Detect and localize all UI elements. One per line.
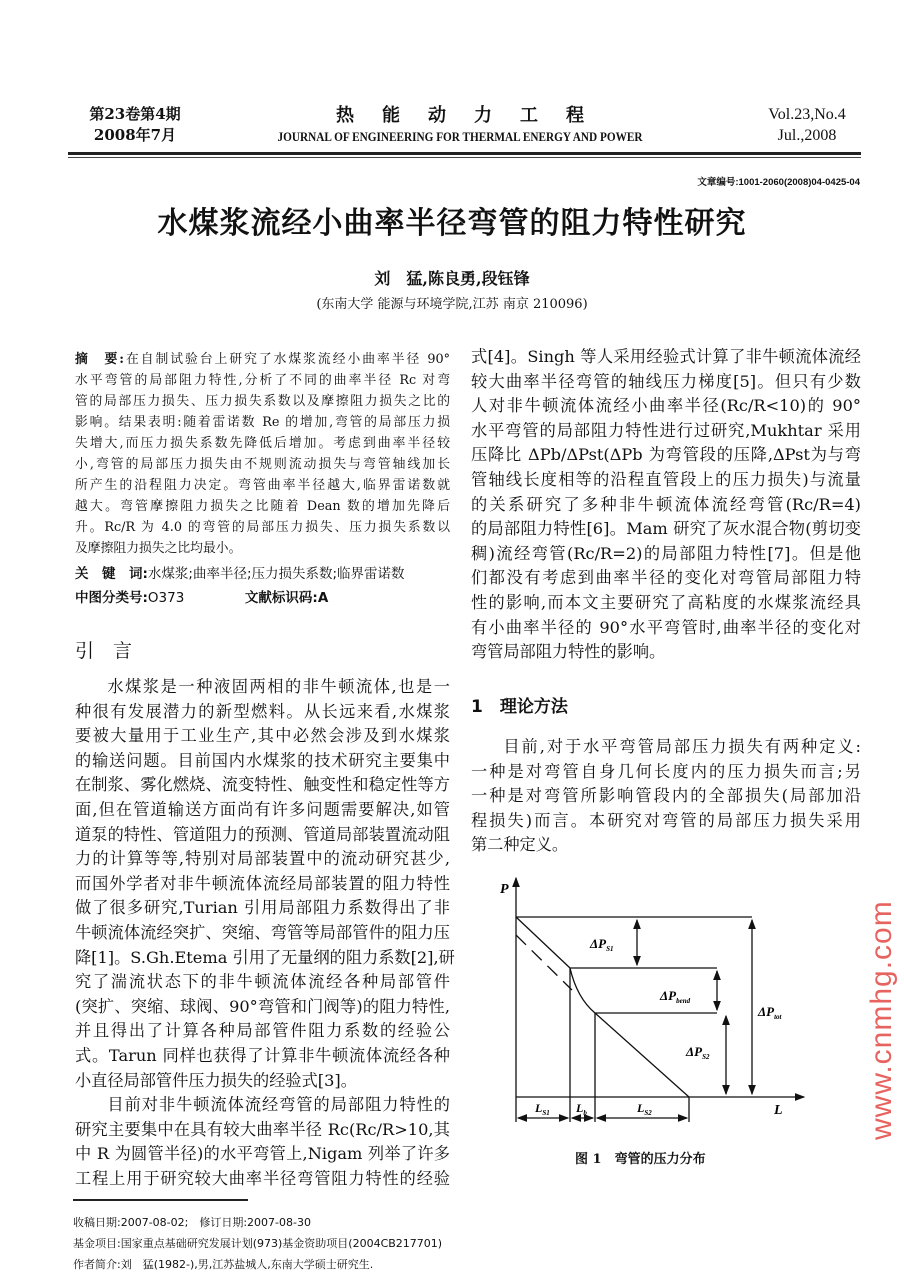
text-line: 式。Tarun 同样也获得了计算非牛顿流体流经各种	[75, 1045, 450, 1065]
footnote-received: 收稿日期:2007-08-02; 修订日期:2007-08-30	[73, 1216, 311, 1229]
footnote-author-bio: 作者简介:刘 猛(1982-),男,江苏盐城人,东南大学硕士研究生.	[73, 1258, 374, 1271]
text-line: 道泵的特性、管道阻力的预测、管道局部装置流动阻	[75, 824, 450, 844]
text-line: 目前,对于水平弯管局部压力损失有两种定义:	[503, 737, 861, 756]
keywords-value: 水煤浆;曲率半径;压力损失系数;临界雷诺数	[147, 566, 405, 582]
journal-name-cn: 热能动力工程	[336, 105, 612, 126]
text-line: 牛顿流体流经突扩、突缩、弯管等局部管件的阻力压	[75, 922, 450, 942]
figure-1-pressure-distribution	[490, 870, 820, 1140]
doc-code-value: A	[317, 590, 329, 606]
volume-en: Vol.23,No.4	[768, 106, 846, 123]
classification	[75, 587, 455, 609]
text-line: 压降比 ΔPb/ΔPst(ΔPb 为弯管段的压降,ΔPst为与弯	[471, 445, 861, 465]
journal-issue-en	[752, 104, 862, 146]
l-s2-label: $L_{S2}$	[637, 1101, 652, 1117]
header-rule	[68, 152, 861, 155]
authors: 刘 猛,陈良勇,段钰锋	[374, 269, 530, 288]
text-line: 较大曲率半径弯管的轴线压力梯度[5]。但只有少数	[471, 371, 861, 391]
text-line: 工程上用于研究较大曲率半径弯管阻力特性的经验	[75, 1168, 450, 1188]
text-line: 的关系研究了多种非牛顿流体流经弯管(Rc/R=4)	[471, 494, 861, 514]
footnote-fund: 基金项目:国家重点基础研究发展计划(973)基金资助项目(2004CB217701)	[73, 1237, 443, 1250]
text-line: 研究主要集中在具有较大曲率半径 Rc(Rc/R>10,其	[75, 1119, 450, 1139]
dp-bend-label: $\Delta P_{bend}$	[660, 988, 691, 1005]
paper-title: 水煤浆流经小曲率半径弯管的阻力特性研究	[157, 206, 747, 241]
text-line: 有小曲率半径的 90°水平弯管时,曲率半径的变化对	[471, 617, 861, 637]
text-line: (突扩、突缩、球阀、90°弯管和门阀等)的阻力特性,	[75, 996, 450, 1016]
keywords-label: 关 键 词:	[75, 566, 148, 582]
text-line: 们都没有考虑到曲率半径的变化对弯管局部阻力特	[471, 568, 861, 588]
date-cn: 2008年7月	[93, 126, 177, 144]
volume-cn: 第23卷第4期	[89, 105, 181, 123]
section-1-body	[471, 735, 861, 858]
text-line: 水煤浆是一种液固两相的非牛顿流体,也是一	[107, 677, 450, 696]
l-s1-label: $L_{S1}$	[535, 1101, 550, 1117]
text-line: 水平弯管的局部阻力特性进行过研究,Mukhtar 采用	[471, 420, 861, 440]
text-line: 稠)流经弯管(Rc/R=2)的局部阻力特性[7]。但是他	[471, 543, 861, 563]
figure-1-caption: 图 1 弯管的压力分布	[575, 1152, 706, 1167]
text-line: 一种是对弯管所影响管段内的全部损失(局部加沿	[471, 786, 861, 806]
text-line: 所产生的沿程阻力决定。弯管曲率半径越大,临界雷诺数就	[75, 478, 450, 493]
abstract-text: 在自制试验台上研究了水煤浆流经小曲率半径 90°	[124, 352, 451, 367]
clc-label: 中图分类号:	[75, 590, 148, 606]
text-line: 面,但在管道输送方面尚有许多问题需要解决,如管	[75, 799, 450, 819]
text-line: 程损失)而言。本研究对弯管的局部压力损失采用	[471, 810, 861, 830]
text-line: 第二种定义。	[471, 835, 569, 855]
journal-name	[250, 104, 670, 146]
text-line: 并且得出了计算各种局部管件阻力系数的经验公	[75, 1021, 450, 1041]
dp-tot-label: $\Delta P_{tot}$	[758, 1004, 782, 1021]
journal-name-en: JOURNAL OF ENGINEERING FOR THERMAL ENERGY AND POWER	[277, 130, 643, 144]
text-line: 做了很多研究,Turian 引用局部阻力系数得出了非	[75, 898, 450, 918]
watermark: www.cnmhg.com	[865, 900, 898, 1140]
intro-heading: 引 言	[75, 640, 133, 662]
article-number: 文章编号:1001-2060(2008)04-0425-04	[697, 177, 860, 188]
text-line: 影响。结果表明:随着雷诺数 Re 的增加,弯管的局部压力损	[75, 415, 450, 430]
text-line: 小,弯管的局部压力损失由不规则流动损失与弯管轴线加长	[75, 457, 450, 472]
text-line: 中 R 为圆管半径)的水平弯管上,Nigam 列举了许多	[75, 1144, 450, 1164]
footnote-rule	[73, 1199, 248, 1201]
dp-s1-label: $\Delta P_{S1}$	[590, 936, 614, 953]
text-line: 的局部阻力特性[6]。Mam 研究了灰水混合物(剪切变	[471, 519, 861, 539]
date-en: Jul.,2008	[777, 127, 837, 144]
intro-right-column	[471, 345, 861, 665]
text-line: 要被大量用于工业生产,其中必然会涉及到水煤浆	[75, 726, 450, 746]
text-line: 目前对非牛顿流体流经弯管的局部阻力特性的	[107, 1095, 450, 1115]
text-line: 的输送问题。目前国内水煤浆的技术研究主要集中	[75, 750, 450, 770]
text-line: 升。Rc/R 为 4.0 的弯管的局部压力损失、压力损失系数以	[75, 520, 450, 535]
text-line: 而国外学者对非牛顿流体流经局部装置的阻力特性	[75, 873, 450, 893]
text-line: 式[4]。Singh 等人采用经验式计算了非牛顿流体流经	[471, 347, 861, 366]
dp-s2-label: $\Delta P_{S2}$	[686, 1044, 710, 1061]
abstract-label: 摘 要:	[75, 352, 125, 367]
y-axis-label: P	[500, 882, 509, 897]
text-line: 越大。弯管摩擦阻力损失之比随着 Dean 数的增加先降后	[75, 499, 450, 514]
text-line: 小直径局部管件压力损失的经验式[3]。	[75, 1070, 357, 1090]
doc-code-label: 文献标识码:	[244, 590, 318, 606]
clc-value: O373	[147, 590, 185, 606]
text-line: 水平弯管的局部阻力特性,分析了不同的曲率半径 Rc 对弯	[75, 373, 450, 388]
text-line: 种很有发展潜力的新型燃料。从长远来看,水煤浆	[75, 701, 450, 721]
affiliation: (东南大学 能源与环境学院,江苏 南京 210096)	[316, 297, 588, 312]
text-line: 失增大,而压力损失系数先降低后增加。考虑到曲率半径较	[75, 436, 450, 451]
l-b-label: $L_b$	[576, 1101, 587, 1117]
text-line: 在制浆、雾化燃烧、流变特性、触变性和稳定性等方	[75, 775, 450, 795]
text-line: 力的计算等等,特别对局部装置中的流动研究甚少,	[75, 849, 450, 869]
text-line: 究了湍流状态下的非牛顿流体流经各种局部管件	[75, 972, 450, 992]
text-line: 降[1]。S.Gh.Etema 引用了无量纲的阻力系数[2],研	[75, 947, 455, 967]
text-line: 弯管局部阻力特性的影响。	[471, 642, 666, 662]
journal-issue	[80, 104, 190, 146]
text-line	[75, 349, 450, 370]
x-axis-label: L	[774, 1103, 783, 1118]
keywords	[75, 563, 405, 585]
section-1-heading: 1 理论方法	[471, 697, 568, 717]
text-line: 人对非牛顿流体流经小曲率半径(Rc/R<10)的 90°	[471, 396, 861, 416]
text-line: 管轴线长度相等的沿程直管段上的压力损失)与流量	[471, 469, 861, 489]
text-line: 管的局部压力损失、压力损失系数以及摩擦阻力损失之比的	[75, 394, 450, 409]
text-line: 一种是对弯管自身几何长度内的压力损失而言;另	[471, 761, 861, 781]
intro-left-column	[75, 675, 455, 1191]
header-rule-thin	[68, 157, 861, 158]
text-line: 及摩擦阻力损失之比均最小。	[75, 541, 242, 556]
abstract	[75, 349, 450, 559]
text-line: 性的影响,而本文主要研究了高粘度的水煤浆流经具	[471, 592, 861, 612]
